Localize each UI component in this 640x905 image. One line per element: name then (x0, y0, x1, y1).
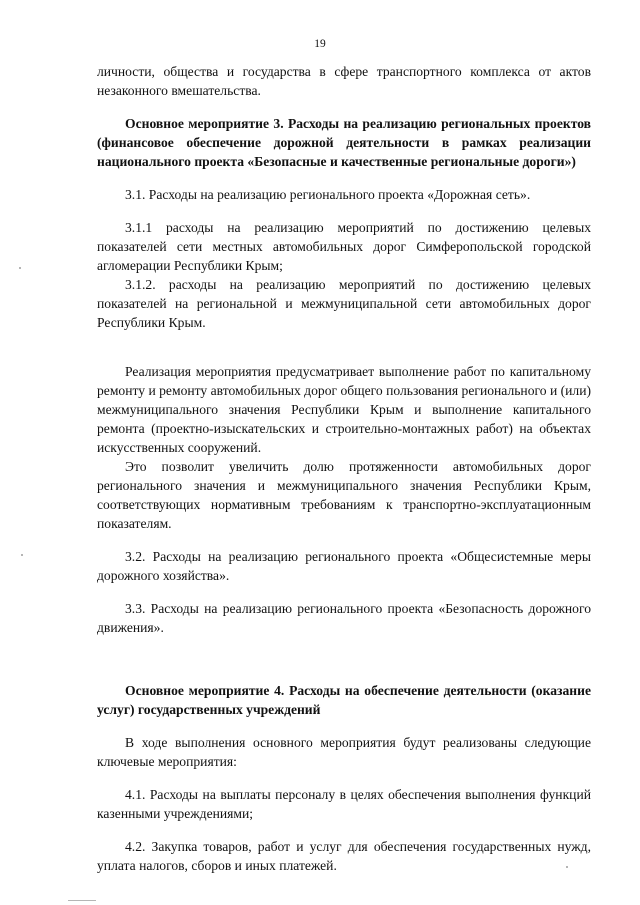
paragraph-3-1-1: 3.1.1 расходы на реализацию мероприятий по достижению целевых показателей сети местных автомобильных дорог Симферопольской городской агломерации Республики Крым; (97, 220, 591, 273)
paragraph-continuation: личности, общества и государства в сфере транспортного комплекса от актов незаконного вмешательства. (97, 64, 591, 98)
scan-mark-bottom-left (68, 900, 96, 901)
paragraph-4-1: 4.1. Расходы на выплаты персоналу в целях обеспечения выполнения функций казенными учреждениями; (97, 787, 591, 821)
paragraph-3-3: 3.3. Расходы на реализацию регионального проекта «Безопасность дорожного движения». (97, 601, 591, 635)
paragraph-key-activities: В ходе выполнения основного мероприятия будут реализованы следующие ключевые мероприятия: (97, 735, 591, 769)
paragraph-3-1: 3.1. Расходы на реализацию регионального проекта «Дорожная сеть». (125, 187, 531, 202)
paragraph-3-2: 3.2. Расходы на реализацию регионального проекта «Общесистемные меры дорожного хозяйства». (97, 549, 591, 583)
scan-mark-left-top (19, 267, 21, 269)
document-body (97, 62, 591, 875)
scan-mark-right (566, 866, 568, 868)
heading-activity-3: Основное мероприятие 3. Расходы на реализацию региональных проектов (финансовое обеспечение дорожной деятельности в рамках реализации национального проекта «Безопасные и качественные региональные дороги») (97, 116, 591, 169)
paragraph-3-1-2: 3.1.2. расходы на реализацию мероприятий по достижению целевых показателей на региональной и межмуниципальной сети автомобильных дорог Республики Крым. (97, 277, 591, 330)
paragraph-4-2: 4.2. Закупка товаров, работ и услуг для обеспечения государственных нужд, уплата налогов, сборов и иных платежей. (97, 839, 591, 873)
page-number: 19 (314, 38, 326, 50)
paragraph-effect: Это позволит увеличить долю протяженности автомобильных дорог регионального значения и межмуниципального значения Республики Крым, соответствующих нормативным требованиям к транспортно-эксплуатационным показателям. (97, 459, 591, 531)
scan-mark-left-middle (21, 554, 23, 556)
paragraph-implementation: Реализация мероприятия предусматривает выполнение работ по капитальному ремонту и ремонту автомобильных дорог общего пользования регионального и (или) межмуниципального значения Республики Крым и выполнение капитального ремонта (проектно-изыскательских и строительно-монтажных работ) на объектах искусственных сооружений. (97, 364, 592, 455)
heading-activity-4: Основное мероприятие 4. Расходы на обеспечение деятельности (оказание услуг) государственных учреждений (97, 683, 591, 717)
